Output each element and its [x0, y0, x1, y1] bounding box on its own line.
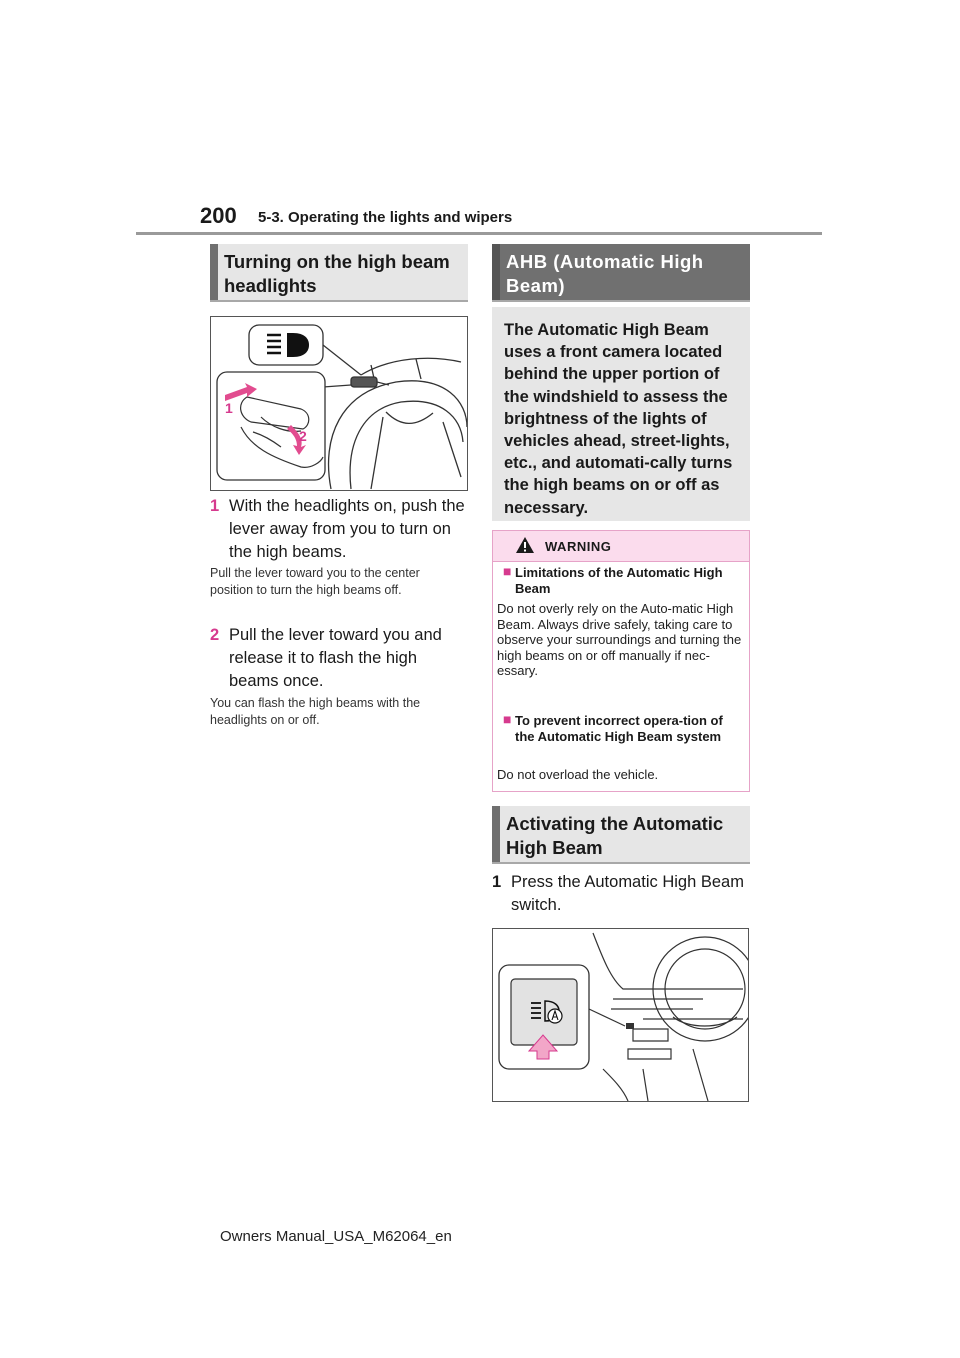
warning-subtitle-1-text: Limitations of the Automatic High Beam	[515, 565, 723, 596]
warning-subtitle-2-text: To prevent incorrect opera-tion of the Automatic High Beam system	[515, 713, 723, 744]
lever-illustration	[210, 316, 468, 491]
section-title: 5-3. Operating the lights and wipers	[258, 209, 513, 226]
heading-activating-ahb	[492, 806, 750, 864]
heading-high-beam	[210, 244, 468, 302]
header-rule	[136, 232, 822, 235]
warning-subtitle-1	[503, 565, 739, 596]
warning-triangle-icon	[515, 536, 535, 554]
arrow-label-2: 2	[299, 428, 307, 444]
bullet-square-icon: ■	[503, 563, 512, 579]
step-1-note: Pull the lever toward you to the center position to turn the high beams off.	[210, 566, 420, 597]
step-2	[210, 624, 468, 693]
heading-ahb	[492, 244, 750, 302]
activate-step-1-number: 1	[492, 873, 502, 891]
step-2-text: Pull the lever toward you and release it to flash the high beams once.	[229, 626, 442, 690]
warning-box	[492, 530, 750, 792]
activate-step-1	[492, 871, 750, 917]
heading-activating-ahb-text: Activating the Automatic High Beam	[506, 813, 724, 858]
ahb-switch-illustration-svg	[493, 929, 748, 1101]
ahb-description: The Automatic High Beam uses a front camera located behind the upper portion of the windshield to assess the brightness of the lights of vehicles ahead, street-lights, etc., and automati-cally turns the high beams on or off as necessary.	[492, 307, 750, 521]
bullet-square-icon: ■	[503, 711, 512, 727]
warning-title: WARNING	[545, 539, 612, 554]
step-1-number: 1	[210, 497, 220, 515]
step-2-number: 2	[210, 626, 220, 644]
heading-ahb-text: AHB (Automatic High Beam)	[506, 251, 704, 296]
step-1	[210, 495, 468, 564]
page-number: 200	[200, 203, 237, 228]
step-2-note: You can flash the high beams with the headlights on or off.	[210, 696, 421, 727]
lever-illustration-svg	[211, 317, 467, 490]
warning-text-2: Do not overload the vehicle.	[497, 767, 659, 782]
warning-subtitle-2	[503, 713, 739, 744]
warning-header	[493, 531, 749, 562]
ahb-switch-illustration	[492, 928, 749, 1102]
heading-high-beam-text: Turning on the high beam headlights	[224, 251, 450, 296]
footer-text: Owners Manual_USA_M62064_en	[220, 1228, 452, 1245]
warning-text-1: Do not overly rely on the Auto-matic High Beam. Always drive safely, taking care to observe your surroundings and turning the high beams on or off manually if nec-essary.	[497, 601, 742, 678]
activate-step-1-text: Press the Automatic High Beam switch.	[511, 873, 744, 914]
step-1-text: With the headlights on, push the lever away from you to turn on the high beams.	[229, 497, 465, 561]
arrow-label-1: 1	[225, 400, 233, 416]
